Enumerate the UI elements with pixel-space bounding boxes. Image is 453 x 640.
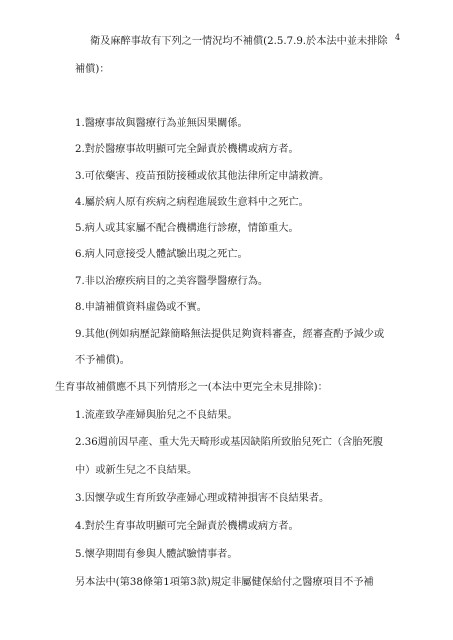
list-item: 不予補償)。 <box>75 355 130 366</box>
list-item: 8.申請補償資料虛偽或不實。 <box>75 302 207 313</box>
paragraph-line: 補償)： <box>75 64 110 75</box>
list-item: 6.病人同意接受人體試驗出現之死亡。 <box>75 249 248 260</box>
paragraph-line: 衛及麻醉事故有下列之一情況均不補償(2.5.7.9.於本法中並未排除 <box>90 36 388 47</box>
section-heading: 生育事故補償應不具下列情形之一(本法中更完全未見排除)： <box>55 382 328 393</box>
list-item: 5.懷孕期間有參與人體試驗情事者。 <box>75 549 238 560</box>
list-item: 3.因懷孕或生育所致孕產婦心理或精神損害不良結果者。 <box>75 493 330 504</box>
list-item: 1.流產致孕產婦與胎兒之不良結果。 <box>75 410 238 421</box>
list-item: 9.其他(例如病歷記錄簡略無法提供足夠資料審查，經審查酌予減少或 <box>75 329 385 340</box>
paragraph-line: 另本法中(第38條第1項第3款)規定非屬健保給付之醫療項目不予補 <box>75 577 374 588</box>
list-item: 3.可依藥害、疫苗預防接種或依其他法律所定申請救濟。 <box>75 171 330 182</box>
page-number: 4 <box>395 33 401 42</box>
list-item: 7.非以治療疾病目的之美容醫學醫療行為。 <box>75 276 269 287</box>
list-item: 5.病人或其家屬不配合機構進行診療，情節重大。 <box>75 223 299 234</box>
list-item: 中）或新生兒之不良結果。 <box>75 465 198 476</box>
list-item: 2.36週前因早產、重大先天畸形或基因缺陷所致胎兒死亡（含胎死腹 <box>75 437 383 448</box>
list-item: 4.對於生育事故明顯可完全歸責於機構或病方者。 <box>75 521 299 532</box>
list-item: 1.醫療事故與醫療行為並無因果關係。 <box>75 118 248 129</box>
list-item: 4.屬於病人原有疾病之病程進展致生意料中之死亡。 <box>75 197 309 208</box>
list-item: 2.對於醫療事故明顯可完全歸責於機構或病方者。 <box>75 144 299 155</box>
